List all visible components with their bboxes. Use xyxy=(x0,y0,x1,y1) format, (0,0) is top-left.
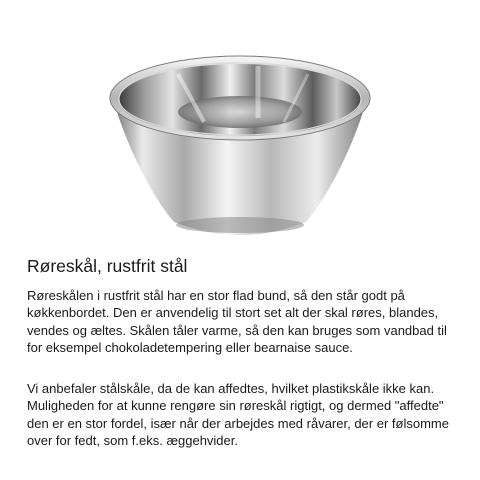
description-paragraph-1: Røreskålen i rustfrit stål har en stor flad bund, så den står godt på køkkenbordet. Den er anvendelig til stort set alt der skal røres, blandes, vendes og æltes. Skålen tåler varme, så den kan bruges som vandbad til for eksempel chokoladetempering eller bearnaise sauce. xyxy=(27,288,447,356)
product-title: Røreskål, rustfrit stål xyxy=(27,256,188,276)
product-image xyxy=(108,52,372,238)
mixing-bowl-icon xyxy=(108,52,372,238)
description-paragraph-2: Vi anbefaler stålskåle, da de kan affedtes, hvilket plastikskåle ikke kan. Muligheden for at kunne rengøre sin røreskål rigtigt, og dermed "affedte" den er en stor fordel, især når der arbejdes med råvarer, der er følsomme over for fedt, som f.eks. æggehvider. xyxy=(27,381,449,449)
